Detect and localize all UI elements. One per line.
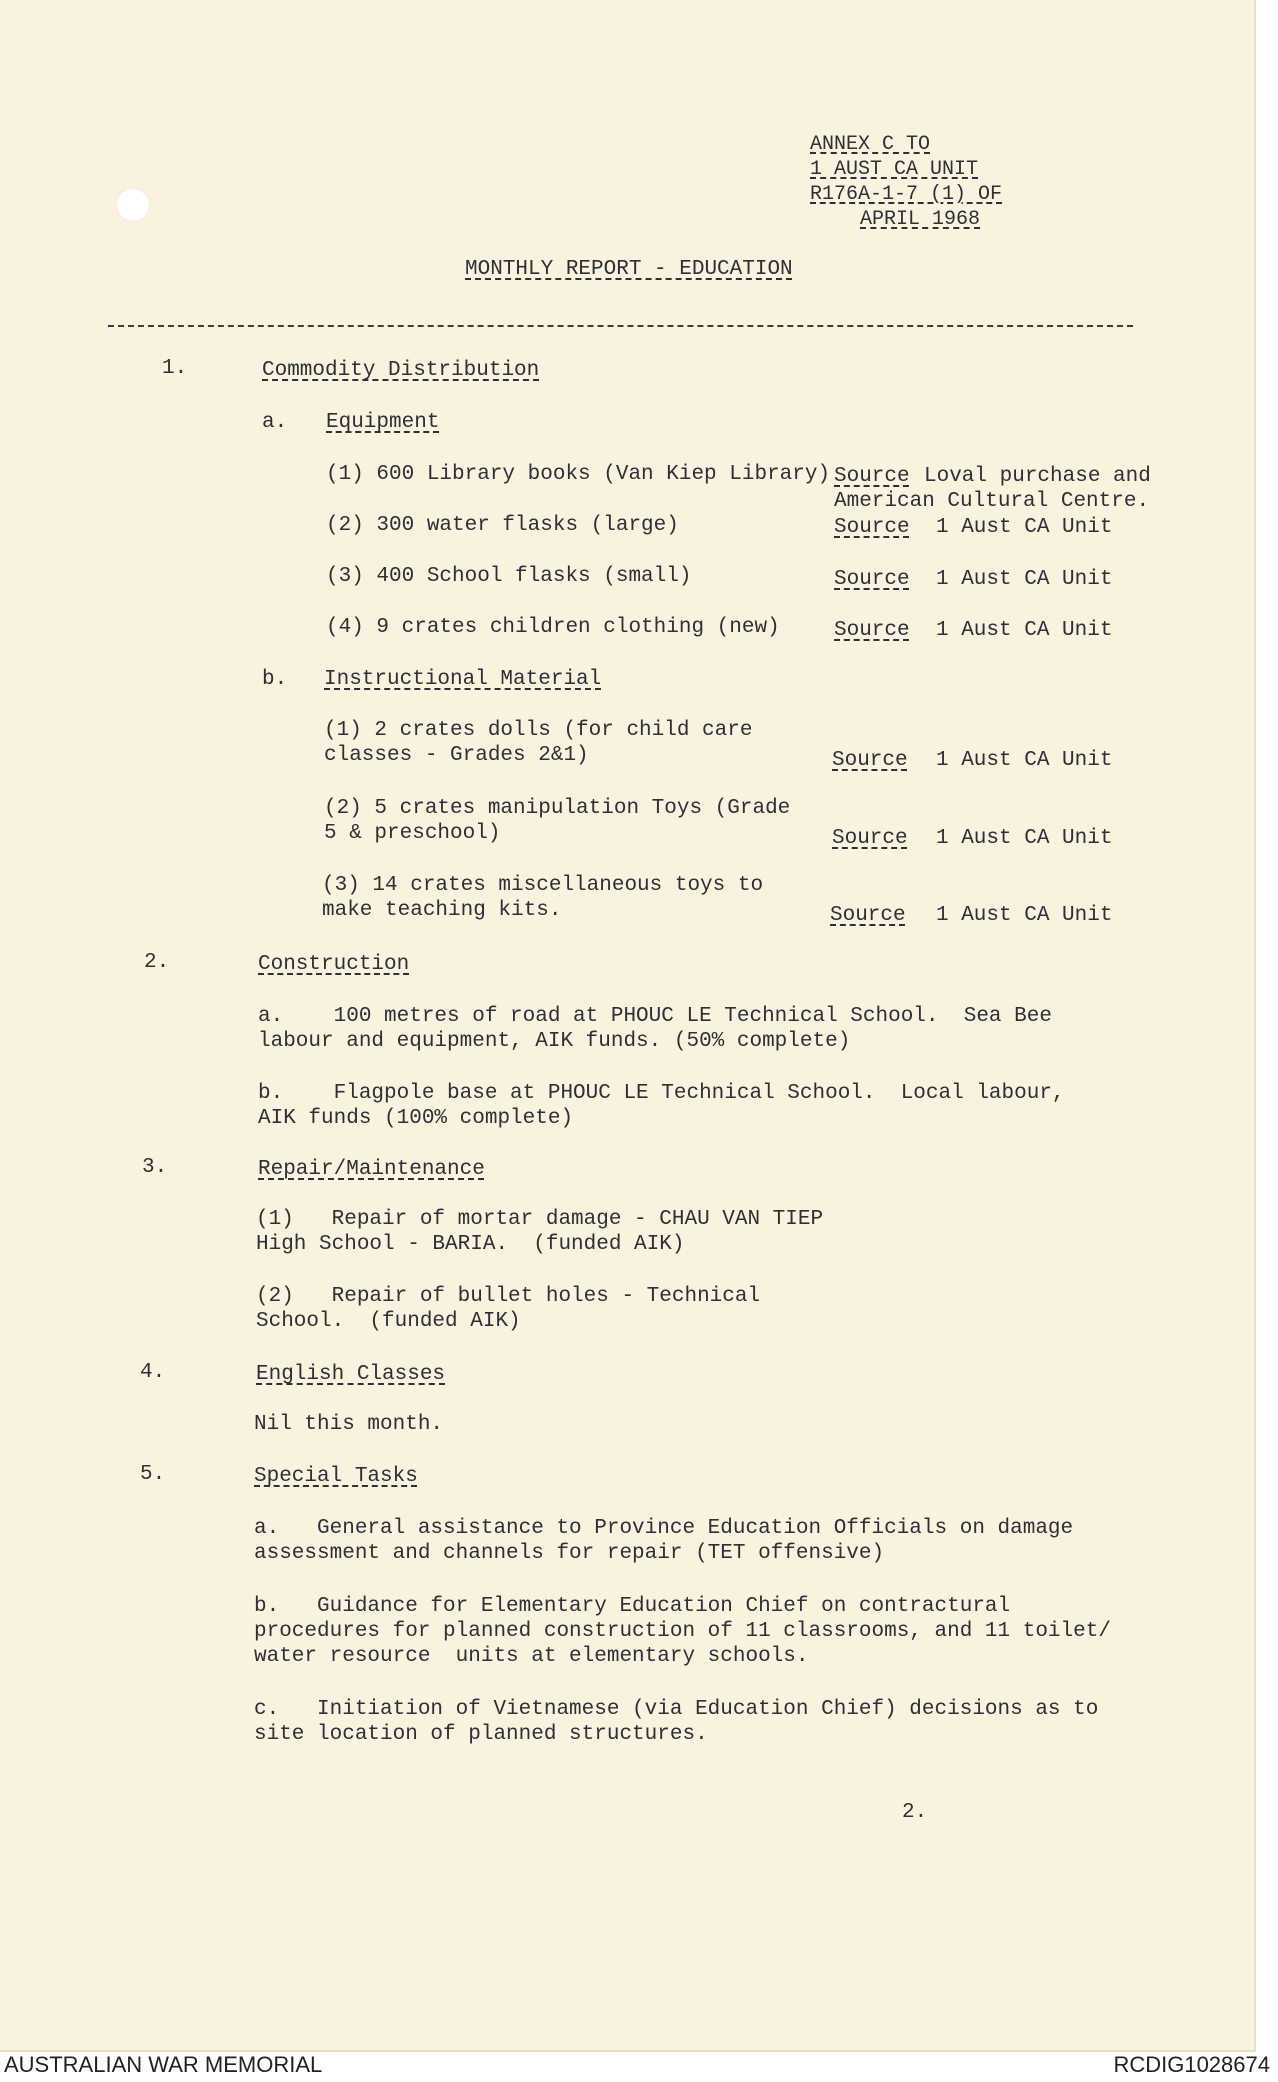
paragraph-line: a. General assistance to Province Education Officials on damage: [254, 1517, 1074, 1540]
item-text: (3) 14 crates miscellaneous toys to: [322, 874, 764, 897]
section-number: 4.: [140, 1361, 166, 1384]
section-heading: Special Tasks: [254, 1465, 418, 1488]
section-heading: Repair/Maintenance: [258, 1158, 485, 1181]
source-value-continued: American Cultural Centre.: [834, 490, 1150, 513]
item-text: (2) 5 crates manipulation Toys (Grade: [324, 797, 791, 820]
annex-line: APRIL 1968: [860, 208, 981, 231]
paragraph-line: procedures for planned construction of 11 classrooms, and 11 toilet/: [254, 1620, 1111, 1643]
paragraph-line: b. Flagpole base at PHOUC LE Technical School. Local labour,: [258, 1082, 1065, 1105]
paragraph-line: assessment and channels for repair (TET offensive): [254, 1542, 885, 1565]
item-text: (2) 300 water flasks (large): [326, 514, 679, 537]
source-label: Source: [830, 904, 906, 927]
paragraph-line: labour and equipment, AIK funds. (50% complete): [258, 1030, 851, 1053]
item-text: (1) 2 crates dolls (for child care: [324, 719, 753, 742]
subsection-letter: a.: [262, 411, 288, 434]
source-label: Source: [832, 749, 908, 772]
page-continuation-marker: 2.: [902, 1801, 928, 1824]
section-heading: Construction: [258, 953, 410, 976]
source-label: Source: [832, 827, 908, 850]
annex-line: R176A-1-7 (1) OF: [810, 183, 1003, 206]
paragraph-line: c. Initiation of Vietnamese (via Education Chief) decisions as to: [254, 1698, 1099, 1721]
source-value: 1 Aust CA Unit: [936, 516, 1113, 539]
paragraph-line: b. Guidance for Elementary Education Chief on contractural: [254, 1595, 1011, 1618]
source-label: Source: [834, 465, 910, 488]
subsection-heading: Instructional Material: [324, 668, 602, 691]
paragraph-line: water resource units at elementary schools.: [254, 1645, 809, 1668]
paragraph-line: a. 100 metres of road at PHOUC LE Technical School. Sea Bee: [258, 1005, 1052, 1028]
footer-right: RCDIG1028674: [1113, 2052, 1270, 2077]
annex-line: 1 AUST CA UNIT: [810, 158, 979, 181]
source-value: 1 Aust CA Unit: [936, 827, 1113, 850]
source-label: Source: [834, 619, 910, 642]
source-value: 1 Aust CA Unit: [936, 749, 1113, 772]
item-text: make teaching kits.: [322, 899, 562, 922]
source-value: 1 Aust CA Unit: [936, 568, 1113, 591]
punch-hole: [116, 188, 150, 222]
paragraph-line: School. (funded AIK): [256, 1310, 521, 1333]
section-heading: English Classes: [256, 1363, 446, 1386]
subsection-heading: Equipment: [326, 411, 440, 434]
item-text: (1) 600 Library books (Van Kiep Library): [326, 463, 831, 486]
paragraph-line: (2) Repair of bullet holes - Technical: [256, 1285, 761, 1308]
source-label: Source: [834, 516, 910, 539]
report-title: MONTHLY REPORT - EDUCATION: [465, 258, 793, 281]
footer-left: AUSTRALIAN WAR MEMORIAL: [4, 2052, 323, 2077]
paragraph-line: High School - BARIA. (funded AIK): [256, 1233, 685, 1256]
item-text: classes - Grades 2&1): [324, 744, 589, 767]
section-number: 3.: [142, 1156, 168, 1179]
item-text: (3) 400 School flasks (small): [326, 565, 692, 588]
source-value: 1 Aust CA Unit: [936, 619, 1113, 642]
annex-line: ANNEX C TO: [810, 133, 931, 156]
annex-reference: [810, 132, 1002, 232]
source-value: 1 Aust CA Unit: [936, 904, 1113, 927]
source-value: Loval purchase and: [924, 465, 1151, 488]
source-label: Source: [834, 568, 910, 591]
paragraph-line: site location of planned structures.: [254, 1723, 708, 1746]
paragraph-line: Nil this month.: [254, 1413, 444, 1436]
section-number: 1.: [162, 357, 188, 380]
paragraph-line: (1) Repair of mortar damage - CHAU VAN TIEP: [256, 1208, 824, 1231]
section-heading: Commodity Distribution: [262, 359, 540, 382]
section-number: 2.: [144, 951, 170, 974]
divider-rule: [108, 325, 1133, 327]
paragraph-line: AIK funds (100% complete): [258, 1107, 574, 1130]
subsection-letter: b.: [262, 668, 288, 691]
item-text: 5 & preschool): [324, 822, 501, 845]
item-text: (4) 9 crates children clothing (new): [326, 616, 780, 639]
section-number: 5.: [140, 1463, 166, 1486]
